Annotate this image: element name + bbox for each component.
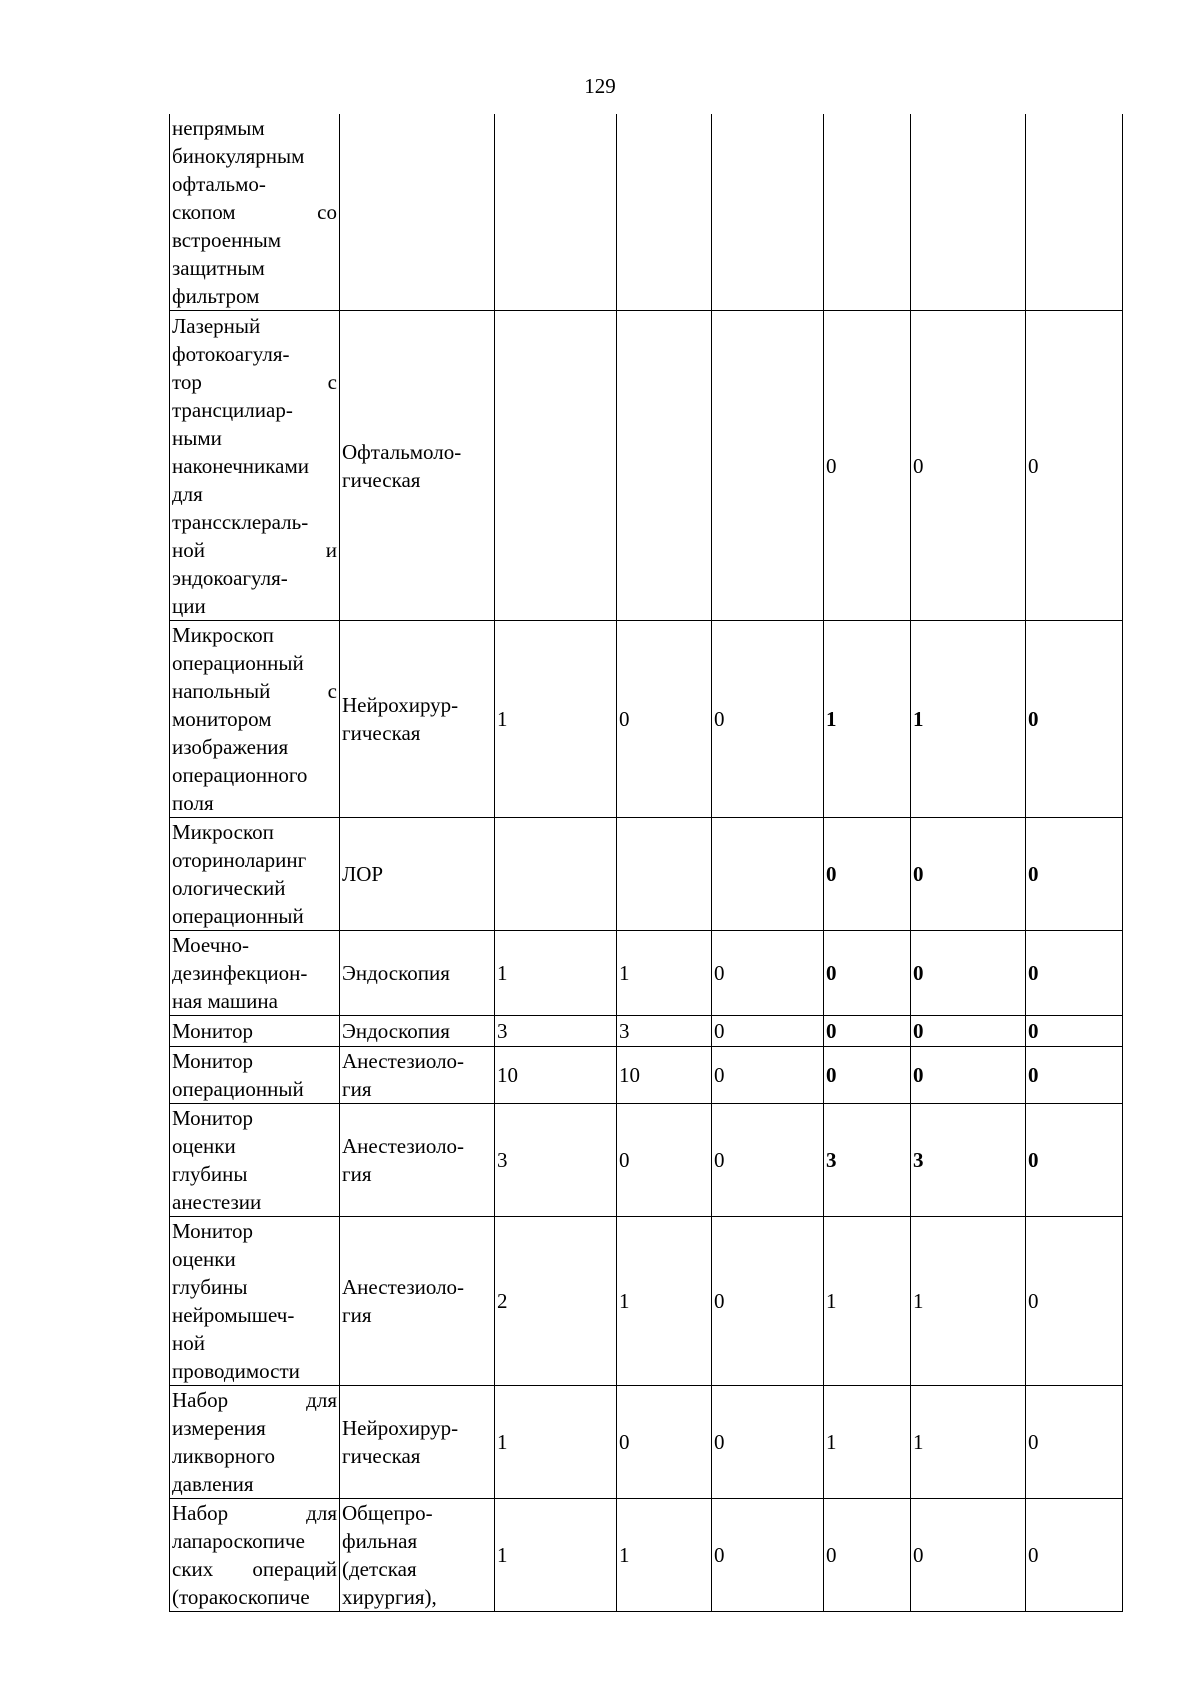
- equipment-name-cell: [170, 114, 340, 311]
- quantity-cell-6: 0: [1026, 311, 1123, 621]
- quantity-cell-3: 0: [712, 1217, 824, 1386]
- quantity-cell-4: 0: [824, 1016, 911, 1047]
- table-row: [170, 621, 1123, 818]
- equipment-name-line: проводимости: [172, 1359, 300, 1383]
- table-row: [170, 1047, 1123, 1104]
- quantity-cell-2: [617, 311, 712, 621]
- equipment-name-line: Монитор: [172, 1106, 254, 1130]
- quantity-cell-4: 1: [824, 621, 911, 818]
- department-line: гическая: [342, 1444, 421, 1468]
- quantity-cell-1: [495, 818, 617, 931]
- table-row: [170, 1386, 1123, 1499]
- equipment-name-line: ологический: [172, 876, 286, 900]
- quantity-cell-1: 10: [495, 1047, 617, 1104]
- equipment-name-line: операционный: [172, 1077, 304, 1101]
- equipment-name-line: Набор для: [172, 1388, 337, 1412]
- quantity-cell-6: 0: [1026, 818, 1123, 931]
- equipment-name-line: напольный с: [172, 679, 337, 703]
- equipment-name-line: измерения: [172, 1416, 266, 1440]
- quantity-cell-5: 3: [911, 1104, 1026, 1217]
- quantity-cell-1: 1: [495, 931, 617, 1016]
- table-row: [170, 818, 1123, 931]
- department-line: (детская: [342, 1557, 417, 1581]
- equipment-name-line: ских операций: [172, 1557, 337, 1581]
- equipment-name-line: фотокоагуля-: [172, 341, 290, 366]
- quantity-cell-5: 0: [911, 1047, 1026, 1104]
- quantity-cell-3: [712, 311, 824, 621]
- table-row: [170, 931, 1123, 1016]
- department-line: гия: [342, 1303, 372, 1327]
- quantity-cell-4: 0: [824, 1499, 911, 1612]
- quantity-cell-6: 0: [1026, 1104, 1123, 1217]
- quantity-cell-1: [495, 114, 617, 311]
- equipment-name-line: бинокулярным: [172, 144, 305, 168]
- quantity-cell-3: 0: [712, 1499, 824, 1612]
- quantity-cell-2: [617, 114, 712, 311]
- quantity-cell-5: 0: [911, 818, 1026, 931]
- equipment-name-cell: [170, 621, 340, 818]
- department-line: гическая: [342, 467, 421, 492]
- quantity-cell-2: 0: [617, 1104, 712, 1217]
- equipment-name-cell: [170, 818, 340, 931]
- equipment-name-line: непрямым: [172, 116, 265, 140]
- equipment-name-line: Монитор: [172, 1019, 254, 1043]
- quantity-cell-1: 1: [495, 1386, 617, 1499]
- quantity-cell-2: 1: [617, 931, 712, 1016]
- quantity-cell-1: 3: [495, 1016, 617, 1047]
- quantity-cell-4: 0: [824, 931, 911, 1016]
- equipment-name-cell: [170, 1104, 340, 1217]
- table-row: [170, 114, 1123, 311]
- equipment-name-line: офтальмо-: [172, 172, 266, 196]
- quantity-cell-1: 1: [495, 621, 617, 818]
- equipment-name-line: глубины: [172, 1162, 248, 1186]
- quantity-cell-3: 0: [712, 1047, 824, 1104]
- quantity-cell-4: [824, 114, 911, 311]
- equipment-name-line: встроенным: [172, 228, 281, 252]
- quantity-cell-3: 0: [712, 1104, 824, 1217]
- equipment-name-line: оториноларинг: [172, 848, 307, 872]
- quantity-cell-6: 0: [1026, 621, 1123, 818]
- quantity-cell-1: [495, 311, 617, 621]
- table-row: [170, 1217, 1123, 1386]
- department-line: гическая: [342, 721, 421, 745]
- quantity-cell-2: 3: [617, 1016, 712, 1047]
- quantity-cell-2: 1: [617, 1499, 712, 1612]
- equipment-name-line: нейромышеч-: [172, 1303, 295, 1327]
- equipment-name-line: операционный: [172, 904, 304, 928]
- equipment-name-line: Микроскоп: [172, 623, 274, 647]
- quantity-cell-2: 0: [617, 621, 712, 818]
- equipment-name-line: монитором: [172, 707, 272, 731]
- quantity-cell-2: [617, 818, 712, 931]
- department-cell: [340, 1217, 495, 1386]
- department-line: Эндоскопия: [342, 1019, 450, 1043]
- equipment-name-cell: [170, 1217, 340, 1386]
- equipment-name-line: лапароскопиче: [172, 1529, 305, 1553]
- equipment-name-line: давления: [172, 1472, 254, 1496]
- department-line: Анестезиоло-: [342, 1134, 465, 1158]
- equipment-name-line: скопом со: [172, 200, 337, 224]
- department-cell: [340, 114, 495, 311]
- quantity-cell-6: 0: [1026, 1499, 1123, 1612]
- equipment-name-line: ной: [172, 1331, 205, 1355]
- equipment-name-line: трансцилиар-: [172, 397, 293, 422]
- quantity-cell-5: [911, 114, 1026, 311]
- quantity-cell-2: 1: [617, 1217, 712, 1386]
- quantity-cell-6: 0: [1026, 1217, 1123, 1386]
- department-cell: [340, 1499, 495, 1612]
- equipment-name-line: эндокоагуля-: [172, 565, 288, 590]
- department-cell: [340, 1386, 495, 1499]
- equipment-table: [169, 114, 1123, 1612]
- equipment-name-cell: [170, 1499, 340, 1612]
- department-cell: [340, 1016, 495, 1047]
- quantity-cell-2: 0: [617, 1386, 712, 1499]
- equipment-name-line: оценки: [172, 1134, 236, 1158]
- equipment-name-line: для: [172, 481, 203, 506]
- quantity-cell-3: 0: [712, 621, 824, 818]
- quantity-cell-5: 0: [911, 1499, 1026, 1612]
- equipment-name-line: ликворного: [172, 1444, 276, 1468]
- equipment-name-line: глубины: [172, 1275, 248, 1299]
- equipment-name-line: операционный: [172, 651, 304, 675]
- department-line: Анестезиоло-: [342, 1049, 465, 1073]
- department-cell: [340, 1104, 495, 1217]
- quantity-cell-4: 1: [824, 1217, 911, 1386]
- equipment-name-line: поля: [172, 791, 214, 815]
- quantity-cell-5: 0: [911, 931, 1026, 1016]
- department-line: фильная: [342, 1529, 418, 1553]
- quantity-cell-5: 1: [911, 1386, 1026, 1499]
- equipment-name-line: защитным: [172, 256, 265, 280]
- quantity-cell-4: 0: [824, 1047, 911, 1104]
- equipment-name-line: (торакоскопиче: [172, 1585, 310, 1609]
- quantity-cell-2: 10: [617, 1047, 712, 1104]
- equipment-name-line: наконечниками: [172, 453, 310, 478]
- department-cell: [340, 818, 495, 931]
- department-line: Анестезиоло-: [342, 1275, 465, 1299]
- equipment-name-line: Лазерный: [172, 313, 261, 338]
- quantity-cell-3: [712, 818, 824, 931]
- department-line: гия: [342, 1162, 372, 1186]
- equipment-name-line: Микроскоп: [172, 820, 274, 844]
- quantity-cell-3: 0: [712, 931, 824, 1016]
- quantity-cell-4: 0: [824, 311, 911, 621]
- department-line: Нейрохирур-: [342, 1416, 459, 1440]
- table-row: [170, 1016, 1123, 1047]
- quantity-cell-3: [712, 114, 824, 311]
- equipment-name-line: дезинфекцион-: [172, 961, 308, 985]
- equipment-name-line: анестезии: [172, 1190, 262, 1214]
- table-row: [170, 311, 1123, 621]
- equipment-name-line: Набор для: [172, 1501, 337, 1525]
- table-row: [170, 1499, 1123, 1612]
- equipment-name-line: Монитор: [172, 1049, 254, 1073]
- equipment-name-cell: [170, 1016, 340, 1047]
- quantity-cell-5: 1: [911, 621, 1026, 818]
- equipment-name-line: ной и: [172, 537, 337, 562]
- quantity-cell-6: 0: [1026, 1016, 1123, 1047]
- equipment-name-line: Монитор: [172, 1219, 254, 1243]
- quantity-cell-3: 0: [712, 1386, 824, 1499]
- department-line: хирургия),: [342, 1585, 437, 1609]
- equipment-name-line: ная машина: [172, 989, 278, 1013]
- department-cell: [340, 621, 495, 818]
- equipment-name-line: оценки: [172, 1247, 236, 1271]
- quantity-cell-5: 1: [911, 1217, 1026, 1386]
- equipment-name-line: тор с: [172, 369, 337, 394]
- equipment-name-line: Моечно-: [172, 933, 249, 957]
- quantity-cell-6: [1026, 114, 1123, 311]
- department-line: ЛОР: [342, 862, 384, 886]
- quantity-cell-4: 1: [824, 1386, 911, 1499]
- department-cell: [340, 1047, 495, 1104]
- quantity-cell-1: 2: [495, 1217, 617, 1386]
- equipment-name-cell: [170, 931, 340, 1016]
- equipment-name-line: ными: [172, 425, 222, 450]
- equipment-name-line: операционного: [172, 763, 308, 787]
- page-number: 129: [584, 74, 616, 98]
- quantity-cell-6: 0: [1026, 1047, 1123, 1104]
- department-line: Офтальмоло-: [342, 439, 462, 464]
- department-line: Эндоскопия: [342, 961, 450, 985]
- equipment-name-line: фильтром: [172, 284, 260, 308]
- department-cell: [340, 931, 495, 1016]
- quantity-cell-5: 0: [911, 1016, 1026, 1047]
- quantity-cell-6: 0: [1026, 1386, 1123, 1499]
- quantity-cell-4: 3: [824, 1104, 911, 1217]
- department-line: Нейрохирур-: [342, 693, 459, 717]
- equipment-name-line: транссклераль-: [172, 509, 309, 534]
- quantity-cell-1: 3: [495, 1104, 617, 1217]
- equipment-name-cell: [170, 1386, 340, 1499]
- department-line: Общепро-: [342, 1501, 433, 1525]
- department-cell: [340, 311, 495, 621]
- equipment-name-cell: [170, 1047, 340, 1104]
- quantity-cell-1: 1: [495, 1499, 617, 1612]
- quantity-cell-5: 0: [911, 311, 1026, 621]
- equipment-name-cell: [170, 311, 340, 621]
- quantity-cell-6: 0: [1026, 931, 1123, 1016]
- equipment-name-line: изображения: [172, 735, 289, 759]
- quantity-cell-3: 0: [712, 1016, 824, 1047]
- equipment-name-line: ции: [172, 593, 206, 618]
- table-row: [170, 1104, 1123, 1217]
- department-line: гия: [342, 1077, 372, 1101]
- quantity-cell-4: 0: [824, 818, 911, 931]
